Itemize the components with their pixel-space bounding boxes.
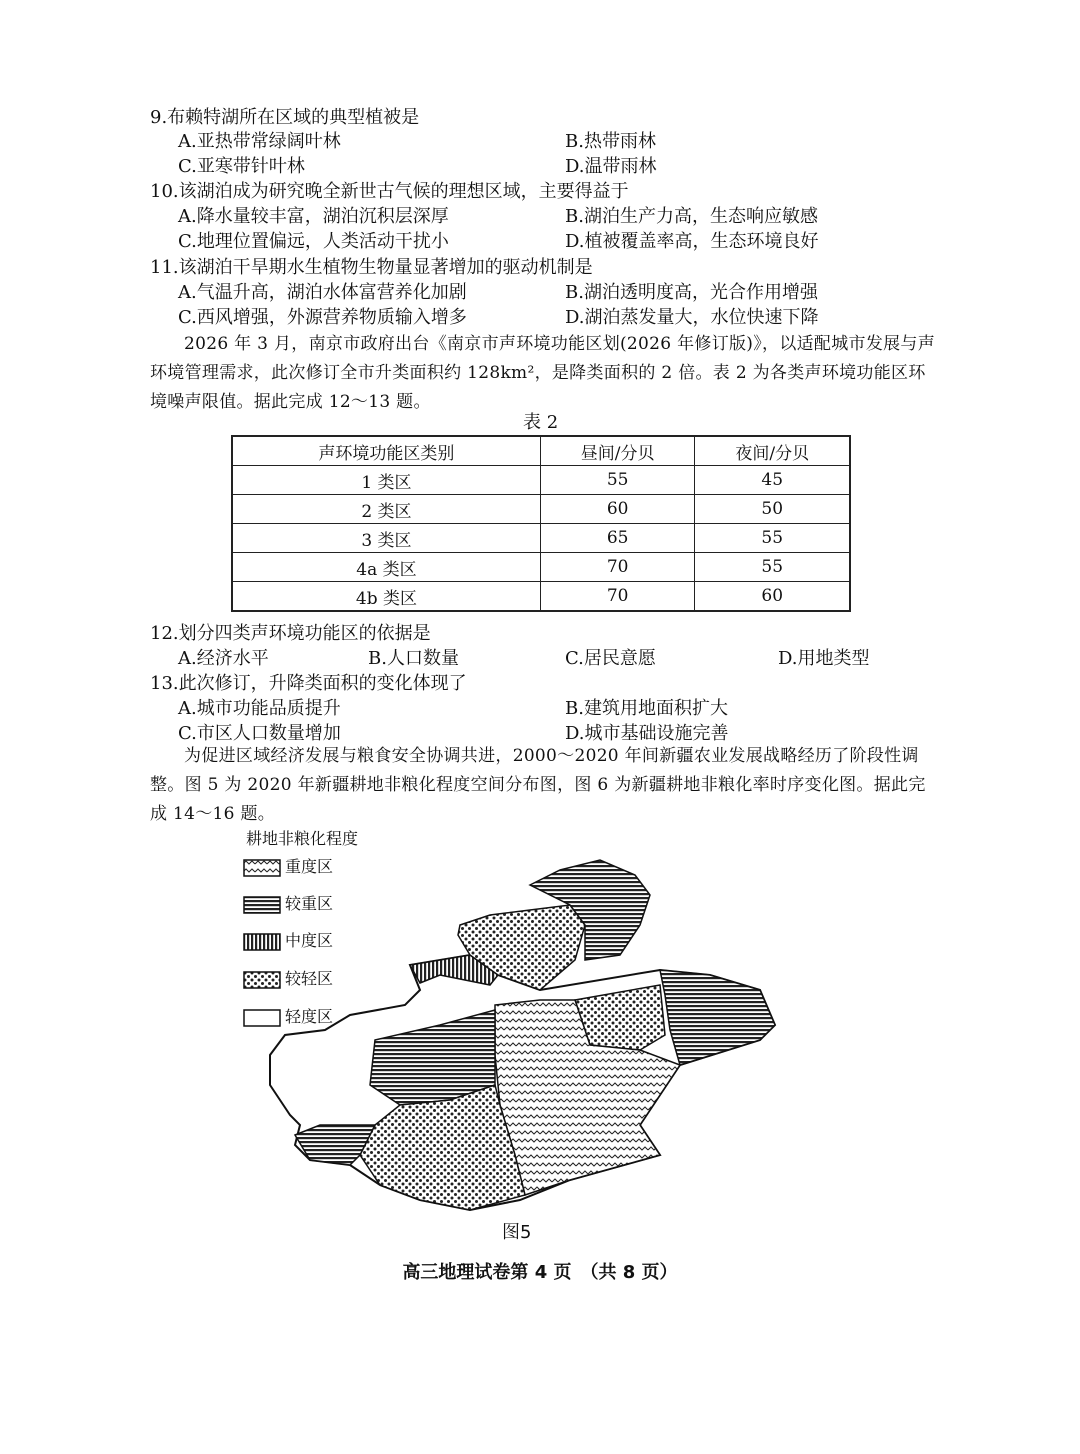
q13-option-a: A.城市功能品质提升 <box>178 698 341 719</box>
table-row <box>232 495 850 524</box>
figure5-caption: 图5 <box>502 1222 532 1243</box>
table-header-category: 声环境功能区类别 <box>232 436 540 466</box>
table-header-row <box>232 436 850 466</box>
table-cell: 50 <box>695 495 850 524</box>
q11-stem: 11.该湖泊干旱期水生植物生物量显著增加的驱动机制是 <box>150 257 593 278</box>
q13-option-b: B.建筑用地面积扩大 <box>565 698 728 719</box>
legend-item <box>243 930 333 952</box>
q12-option-d: D.用地类型 <box>778 648 870 669</box>
q10-option-a: A.降水量较丰富，湖泊沉积层深厚 <box>178 206 449 227</box>
q11-option-c: C.西风增强，外源营养物质输入增多 <box>178 307 467 328</box>
heavier-horizontal-swatch-icon <box>243 896 281 914</box>
q10-option-b: B.湖泊生产力高，生态响应敏感 <box>565 206 818 227</box>
table-header-night: 夜间/分贝 <box>695 436 850 466</box>
table-cell: 60 <box>540 495 695 524</box>
light-blank-swatch-icon <box>243 1009 281 1027</box>
q10-option-c: C.地理位置偏远，人类活动干扰小 <box>178 231 449 252</box>
q10-option-d: D.植被覆盖率高，生态环境良好 <box>565 231 819 252</box>
table-row <box>232 582 850 612</box>
legend-item <box>243 1006 333 1028</box>
q11-option-b: B.湖泊透明度高，光合作用增强 <box>565 282 818 303</box>
q12-stem: 12.划分四类声环境功能区的依据是 <box>150 623 431 644</box>
q12-option-c: C.居民意愿 <box>565 648 656 669</box>
q13-option-c: C.市区人口数量增加 <box>178 723 341 744</box>
page-footer: 高三地理试卷第 4 页 （共 8 页） <box>402 1262 678 1283</box>
q12-option-a: A.经济水平 <box>178 648 269 669</box>
table-cell: 4a 类区 <box>232 553 540 582</box>
legend-title: 耕地非粮化程度 <box>246 829 359 848</box>
q11-option-a: A.气温升高，湖泊水体富营养化加剧 <box>178 282 467 303</box>
legend-label: 中度区 <box>285 931 334 950</box>
table-row <box>232 553 850 582</box>
legend-label: 较重区 <box>285 894 334 913</box>
lighter-dots-swatch-icon <box>243 971 281 989</box>
table-cell: 65 <box>540 524 695 553</box>
q9-option-c: C.亚寒带针叶林 <box>178 156 305 177</box>
legend-label: 较轻区 <box>285 969 334 988</box>
passage-xinjiang-farmland: 为促进区域经济发展与粮食安全协调共进，2000～2020 年间新疆农业发展战略经历了阶段性调整。图 5 为 2020 年新疆耕地非粮化程度空间分布图，图 6 为新疆耕地非粮化率时序变化图。据此完成 14～16 题。 <box>150 746 926 824</box>
q12-option-b: B.人口数量 <box>368 648 459 669</box>
legend-item <box>243 968 333 990</box>
table-row <box>232 466 850 495</box>
legend-item <box>243 893 333 915</box>
table-cell: 70 <box>540 582 695 612</box>
legend-label: 轻度区 <box>285 1007 334 1026</box>
heavy-zigzag-swatch-icon <box>243 859 281 877</box>
table2 <box>231 435 851 612</box>
q11-option-d: D.湖泊蒸发量大，水位快速下降 <box>565 307 819 328</box>
legend-item <box>243 856 333 878</box>
table2-caption: 表 2 <box>523 412 559 433</box>
table-cell: 1 类区 <box>232 466 540 495</box>
table-cell: 4b 类区 <box>232 582 540 612</box>
table-cell: 60 <box>695 582 850 612</box>
q9-option-b: B.热带雨林 <box>565 131 656 152</box>
table-row <box>232 524 850 553</box>
table-header-day: 昼间/分贝 <box>540 436 695 466</box>
table-cell: 55 <box>695 553 850 582</box>
table-cell: 70 <box>540 553 695 582</box>
table-cell: 45 <box>695 466 850 495</box>
passage-noise-zoning: 2026 年 3 月，南京市政府出台《南京市声环境功能区划(2026 年修订版)》，以适配城市发展与声环境管理需求，此次修订全市升类面积约 128km²，是降类面积的 2 倍。表 2 为各类声环境功能区环境噪声限值。据此完成 12～13 题。 <box>150 334 936 412</box>
q9-stem: 9.布赖特湖所在区域的典型植被是 <box>150 107 420 128</box>
table-cell: 3 类区 <box>232 524 540 553</box>
q10-stem: 10.该湖泊成为研究晚全新世古气候的理想区域，主要得益于 <box>150 181 629 202</box>
table-cell: 55 <box>695 524 850 553</box>
q9-option-d: D.温带雨林 <box>565 156 657 177</box>
table-cell: 2 类区 <box>232 495 540 524</box>
moderate-vertical-swatch-icon <box>243 933 281 951</box>
table-cell: 55 <box>540 466 695 495</box>
q9-option-a: A.亚热带常绿阔叶林 <box>178 131 341 152</box>
q13-option-d: D.城市基础设施完善 <box>565 723 729 744</box>
q13-stem: 13.此次修订，升降类面积的变化体现了 <box>150 673 467 694</box>
legend-label: 重度区 <box>285 857 334 876</box>
region-heavier-east <box>660 970 775 1065</box>
